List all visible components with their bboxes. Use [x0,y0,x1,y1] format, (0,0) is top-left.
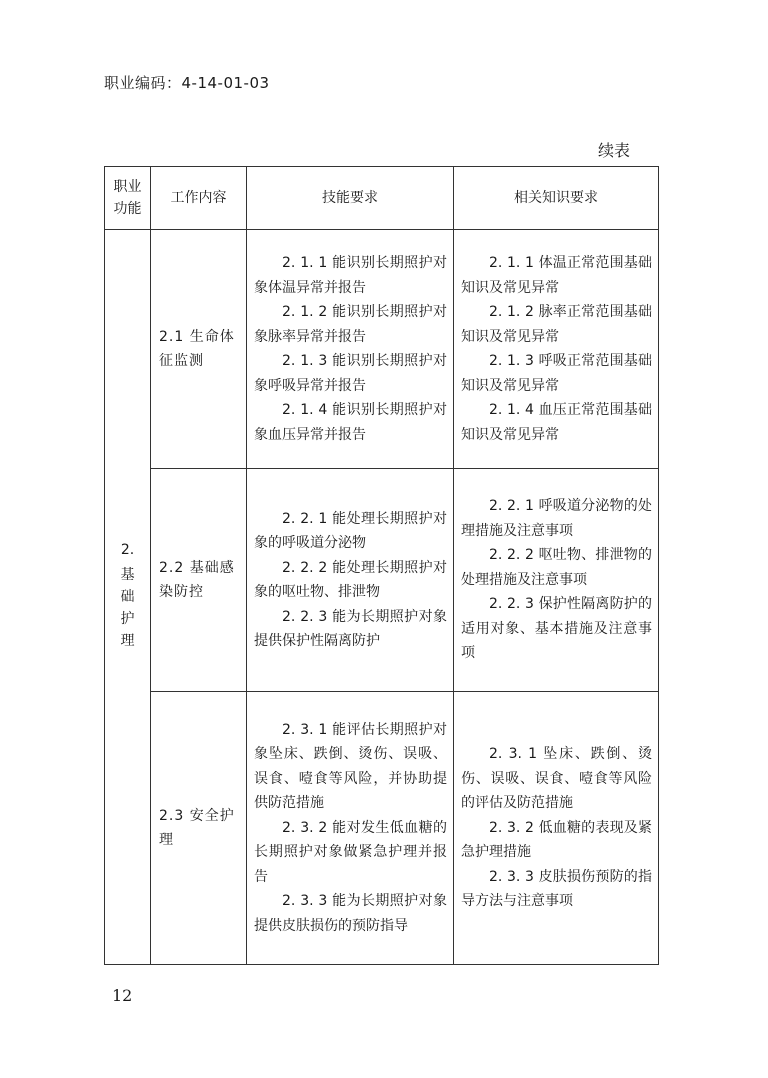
category-number: 2. [120,542,135,558]
continued-label: 续表 [598,141,631,160]
skills-cell [247,230,454,469]
knowledge-cell [454,469,659,692]
work-content-cell: 2.3 安全护理 [151,692,247,965]
work-content-cell: 2.2 基础感染防控 [151,469,247,692]
skill-item: 2. 1. 1 能识别长期照护对象体温异常并报告 [254,255,447,296]
knowledge-item: 2. 2. 2 呕吐物、排泄物的处理措施及注意事项 [461,547,652,588]
header-function: 职业功能 [105,167,151,230]
table-row [105,692,659,965]
skill-item: 2. 1. 2 能识别长期照护对象脉率异常并报告 [254,304,447,345]
table-header-row [105,167,659,230]
occupation-code: 职业编码：4-14-01-03 [104,74,270,92]
header-work-content: 工作内容 [151,167,247,230]
skill-item: 2. 3. 3 能为长期照护对象提供皮肤损伤的预防指导 [254,893,447,934]
work-content-cell: 2.1 生命体征监测 [151,230,247,469]
knowledge-item: 2. 1. 3 呼吸正常范围基础知识及常见异常 [461,353,652,394]
skills-cell [247,469,454,692]
skill-item: 2. 2. 1 能处理长期照护对象的呼吸道分泌物 [254,510,447,551]
skill-item: 2. 1. 3 能识别长期照护对象呼吸异常并报告 [254,353,447,394]
skills-cell [247,692,454,965]
header-knowledge-requirements: 相关知识要求 [454,167,659,230]
category-name: 基础护理 [120,567,135,649]
skill-item: 2. 2. 2 能处理长期照护对象的呕吐物、排泄物 [254,559,447,600]
knowledge-cell [454,230,659,469]
knowledge-item: 2. 3. 1 坠床、跌倒、烫伤、误吸、误食、噎食等风险的评估及防范措施 [461,746,652,812]
table-row [105,469,659,692]
knowledge-item: 2. 2. 3 保护性隔离防护的适用对象、基本措施及注意事项 [461,596,652,662]
skill-item: 2. 3. 2 能对发生低血糖的长期照护对象做紧急护理并报告 [254,819,447,885]
knowledge-item: 2. 1. 4 血压正常范围基础知识及常见异常 [461,402,652,443]
knowledge-item: 2. 3. 2 低血糖的表现及紧急护理措施 [461,819,652,861]
skill-item: 2. 1. 4 能识别长期照护对象血压异常并报告 [254,402,447,443]
skills-table [104,166,659,965]
knowledge-cell [454,692,659,965]
skill-item: 2. 3. 1 能评估长期照护对象坠床、跌倒、烫伤、误吸、误食、噎食等风险，并协助提供防范措施 [254,721,447,812]
category-cell [105,230,151,965]
page-number: 12 [112,986,133,1005]
knowledge-item: 2. 2. 1 呼吸道分泌物的处理措施及注意事项 [461,498,652,539]
knowledge-item: 2. 3. 3 皮肤损伤预防的指导方法与注意事项 [461,868,652,910]
knowledge-item: 2. 1. 2 脉率正常范围基础知识及常见异常 [461,304,652,345]
header-skill-requirements: 技能要求 [247,167,454,230]
knowledge-item: 2. 1. 1 体温正常范围基础知识及常见异常 [461,255,652,296]
skill-item: 2. 2. 3 能为长期照护对象提供保护性隔离防护 [254,608,447,649]
table-row [105,230,659,469]
